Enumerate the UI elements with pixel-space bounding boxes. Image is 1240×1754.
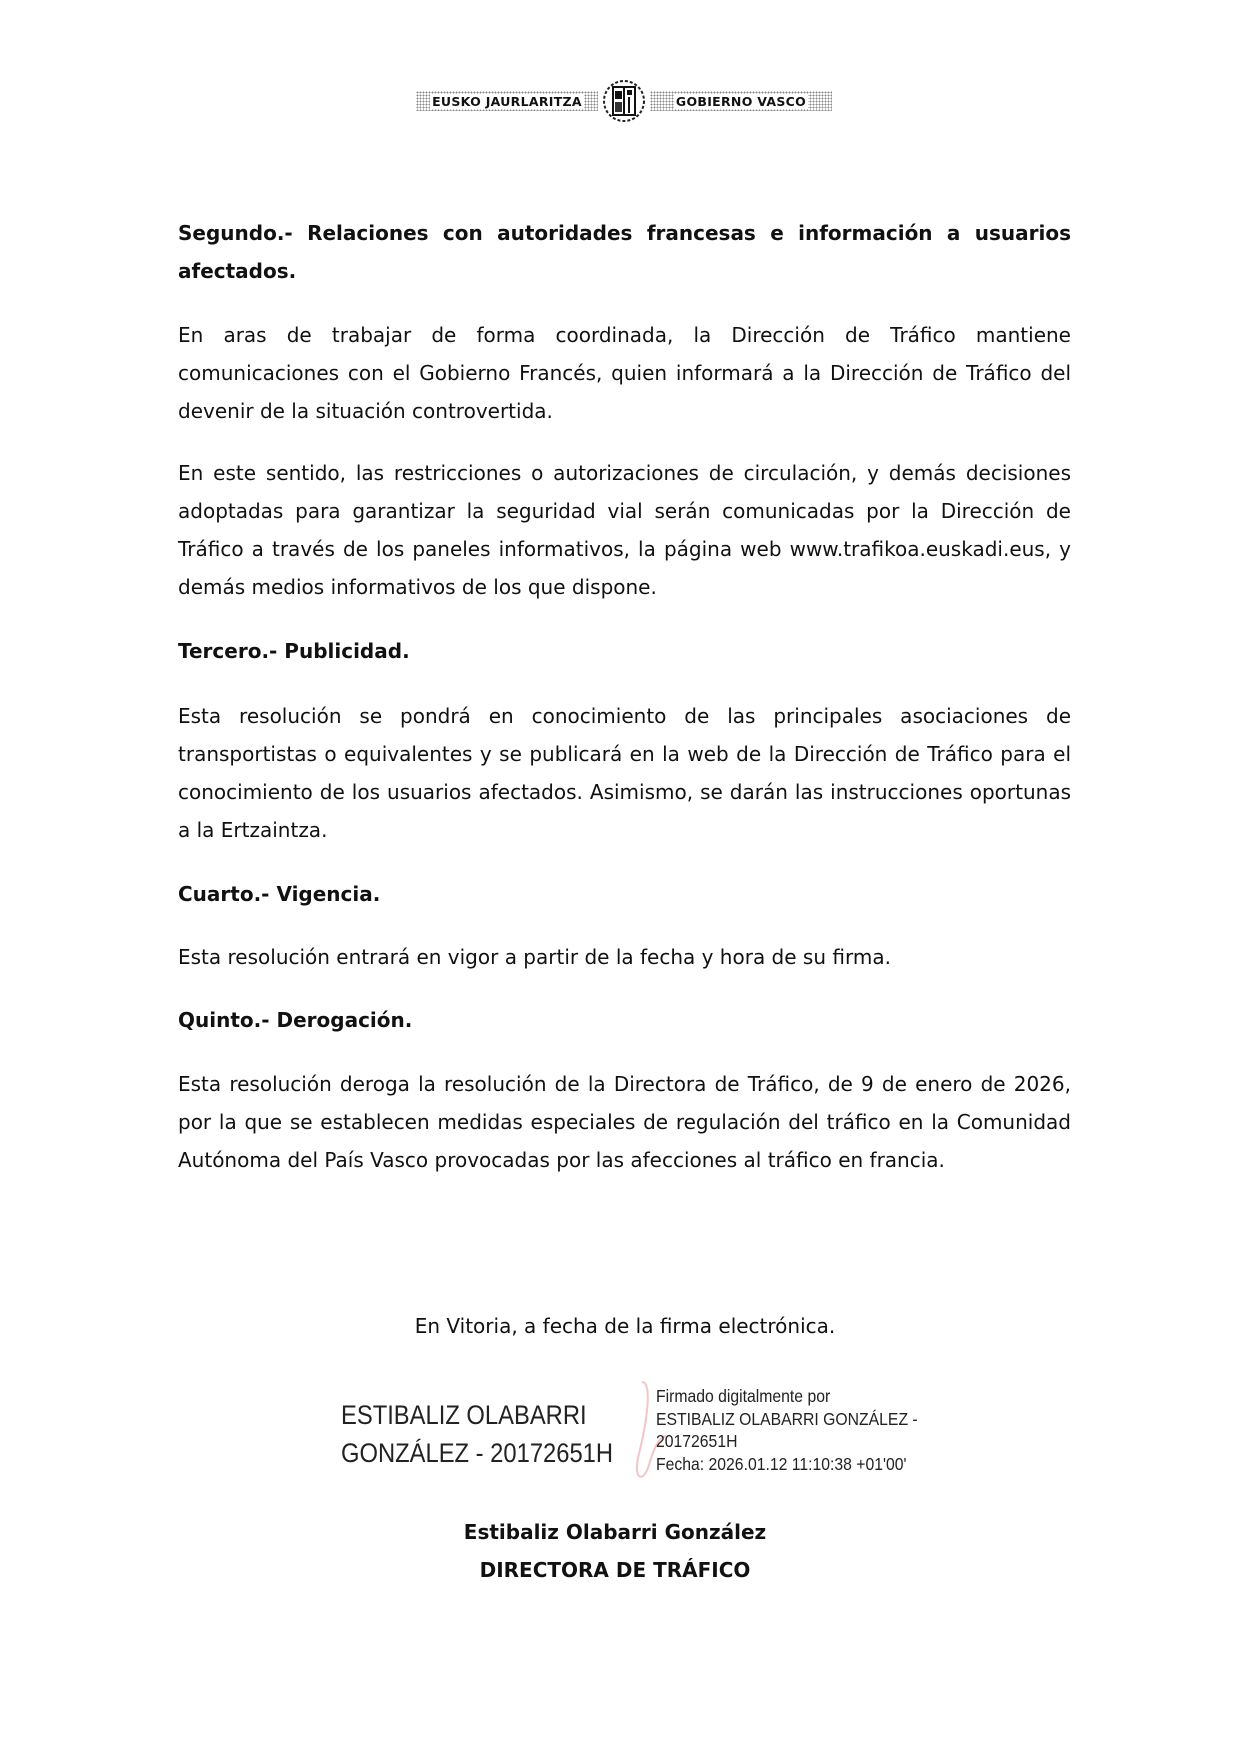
logo-band-left: EUSKO JAURLARITZA: [416, 91, 598, 111]
paragraph: En aras de trabajar de forma coordinada, la Dirección de Tráfico mantiene comunicaciones con el Gobierno Francés, quien informará a la Dirección de Tráfico del devenir de la situación controvertida.: [178, 323, 1071, 423]
section-heading-segundo: Segundo.- Relaciones con autoridades francesas e información a usuarios afectados.: [178, 221, 1071, 283]
coat-of-arms-icon: [602, 79, 646, 123]
paragraph: Esta resolución se pondrá en conocimiento de las principales asociaciones de transportistas o equivalentes y se publicará en la web de la Dirección de Tráfico para el conocimiento de los usuarios afectados. Asimismo, se darán las instrucciones oportunas a la Ertzaintza.: [178, 704, 1071, 842]
signer-name: Estibaliz Olabarri González: [463, 1520, 767, 1544]
section-heading-cuarto: Cuarto.- Vigencia.: [178, 882, 381, 906]
paragraph: En este sentido, las restricciones o autorizaciones de circulación, y demás decisiones adoptadas para garantizar la seguridad vial serán comunicadas por la Dirección de Tráfico a través de los paneles informativos, la página web www.trafikoa.euskadi.eus, y demás medios informativos de los que dispone.: [178, 461, 1071, 599]
signer-title: DIRECTORA DE TRÁFICO: [479, 1558, 751, 1582]
paragraph: Esta resolución entrará en vigor a partir de la fecha y hora de su firma.: [178, 945, 891, 969]
section-heading-tercero: Tercero.- Publicidad.: [178, 639, 410, 663]
digital-signature-info: Firmado digitalmente por ESTIBALIZ OLABARRI GONZÁLEZ - 20172651H Fecha: 2026.01.12 11:10:38 +01'00': [656, 1386, 918, 1474]
signature-name-block: ESTIBALIZ OLABARRI GONZÁLEZ - 20172651H: [341, 1400, 614, 1468]
section-heading-quinto: Quinto.- Derogación.: [178, 1008, 413, 1032]
paragraph: Esta resolución deroga la resolución de la Directora de Tráfico, de 9 de enero de 2026, por la que se establecen medidas especiales de regulación del tráfico en la Comunidad Autónoma del País Vasco provocadas por las afecciones al tráfico en francia.: [178, 1072, 1071, 1172]
place-date: En Vitoria, a fecha de la firma electrónica.: [414, 1314, 836, 1338]
logo-band-right: GOBIERNO VASCO: [650, 91, 832, 111]
government-logo: [416, 84, 832, 118]
